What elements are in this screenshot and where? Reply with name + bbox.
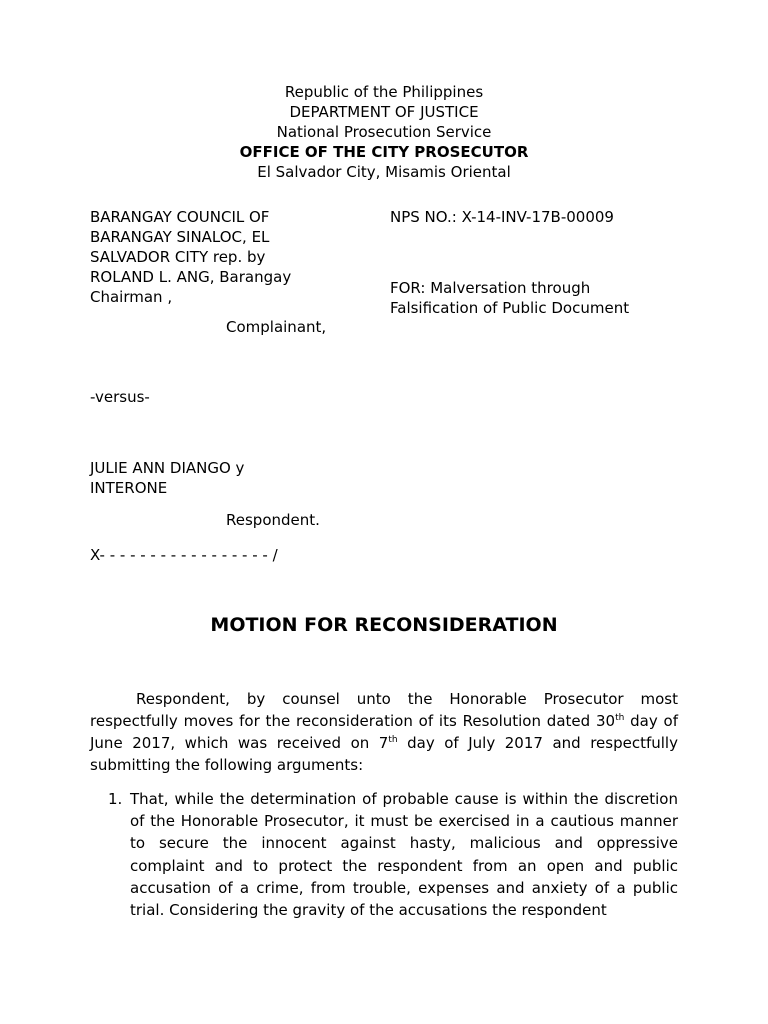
header-republic: Republic of the Philippines [284,83,484,101]
argument-text: That, while the determination of probable cause is within the discretion of the Honorable Prosecutor, it must be exercised in a cautious manner to secure the innocent against hasty, malicious and oppressive complaint and to protect the respondent from an open and public accusation of a crime, from trouble, expenses and anxiety of a public trial. Considering the gravity of the accusations the respondent [130,790,678,920]
argument-number: 1. [108,790,123,808]
complainant-block [90,207,350,307]
versus-label: -versus- [90,388,150,406]
complainant-line: SALVADOR CITY rep. by [90,248,266,266]
respondent-label: Respondent. [226,511,320,529]
document-header [0,82,768,182]
header-location: El Salvador City, Misamis Oriental [257,163,511,181]
case-info-block [390,207,710,227]
complainant-line: Chairman , [90,288,173,306]
header-office: OFFICE OF THE CITY PROSECUTOR [239,143,529,161]
respondent-block [90,458,244,498]
nps-number: NPS NO.: X-14-INV-17B-00009 [390,208,614,226]
ordinal-suffix: th [615,713,625,723]
intro-text-part: day of July 2017 and respectfully submitting the following arguments: [90,734,678,774]
caption-separator: X- - - - - - - - - - - - - - - - - / [90,546,278,564]
charge-block [390,278,629,318]
charge-line: Falsification of Public Document [390,299,630,317]
complainant-line: BARANGAY SINALOC, EL [90,228,270,246]
document-title: MOTION FOR RECONSIDERATION [210,614,558,636]
complainant-line: BARANGAY COUNCIL OF [90,208,270,226]
complainant-line: ROLAND L. ANG, Barangay [90,268,292,286]
header-service: National Prosecution Service [276,123,492,141]
respondent-line: JULIE ANN DIANGO y [90,459,245,477]
charge-line: FOR: Malversation through [390,279,591,297]
complainant-label: Complainant, [226,318,327,336]
header-department: DEPARTMENT OF JUSTICE [289,103,479,121]
respondent-line: INTERONE [90,479,168,497]
intro-paragraph [90,688,678,776]
argument-item [90,788,678,921]
intro-text-part: Respondent, by counsel unto the Honorable Prosecutor most respectfully moves for the reconsideration of its Resolution dated 30 [90,690,678,730]
intro-text-part: day of June 2017, which was received on 7 [90,712,678,752]
ordinal-suffix: th [388,735,398,745]
arguments-list [90,788,678,921]
